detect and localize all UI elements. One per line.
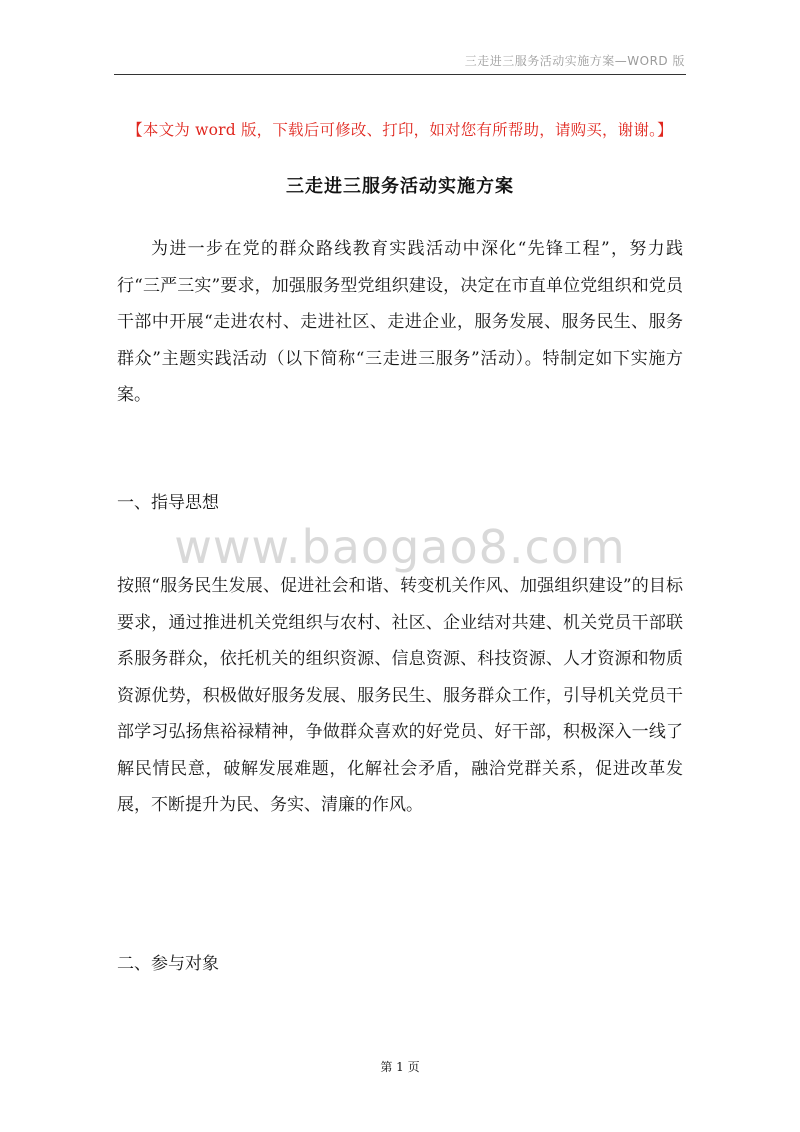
watermark: www.baogao8.com [174, 520, 626, 574]
download-notice: 【本文为 word 版，下载后可修改、打印，如对您有所帮助，请购买，谢谢。】 [127, 121, 673, 139]
page-number: 第 1 页 [380, 1060, 420, 1074]
guiding-thought-paragraph: 按照“服务民生发展、促进社会和谐、转变机关作风、加强组织建设”的目标要求，通过推进机关党组织与农村、社区、企业结对共建、机关党员干部联系服务群众，依托机关的组织资源、信息资源、科技资源、人才资源和物质资源优势，积极做好服务发展、服务民生、服务群众工作，引导机关党员干部学习弘扬焦裕禄精神，争做群众喜欢的好党员、好干部，积极深入一线了解民情民意，破解发展难题，化解社会矛盾，融洽党群关系，促进改革发展，不断提升为民、务实、清廉的作风。 [117, 576, 683, 815]
running-header: 三走进三服务活动实施方案—WORD 版 [464, 54, 685, 68]
document-title: 三走进三服务活动实施方案 [286, 176, 514, 197]
header-rule [114, 74, 686, 75]
intro-paragraph: 为进一步在党的群众路线教育实践活动中深化“先锋工程”，努力践行“三严三实”要求，加强服务型党组织建设，决定在市直单位党组织和党员干部中开展“走进农村、走进社区、走进企业，服务发展、服务民生、服务群众”主题实践活动（以下简称“三走进三服务”活动）。特制定如下实施方案。 [117, 239, 683, 405]
section-heading-guiding-thought: 一、指导思想 [117, 493, 219, 513]
section-heading-participants: 二、参与对象 [117, 954, 219, 974]
